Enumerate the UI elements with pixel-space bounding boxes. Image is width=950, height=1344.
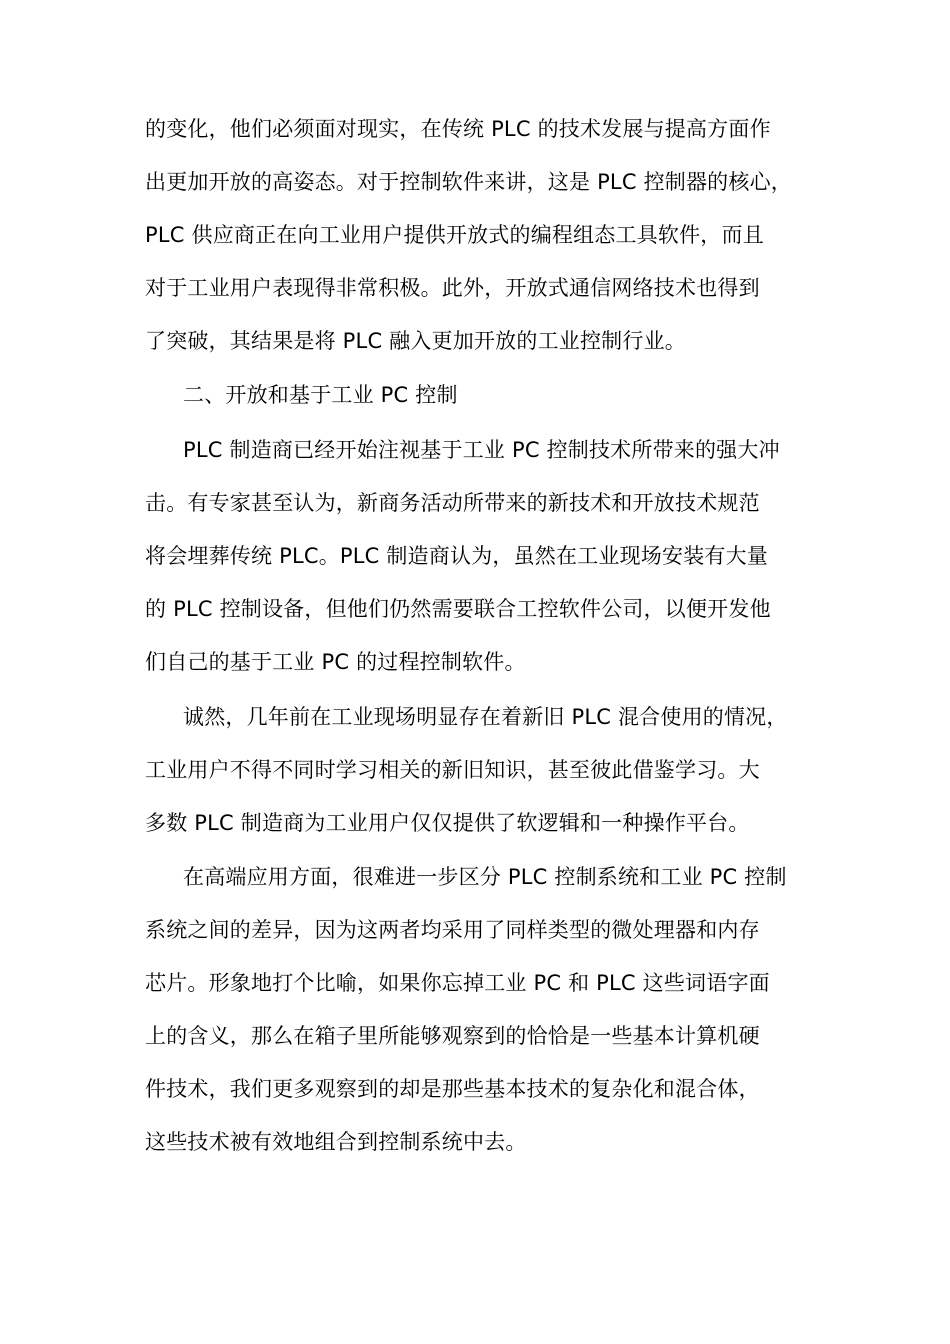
paragraph-line: 在高端应用方面，很难进一步区分 PLC 控制系统和工业 PC 控制 xyxy=(183,865,787,889)
paragraph-line: 出更加开放的高姿态。对于控制软件来讲，这是 PLC 控制器的核心， xyxy=(145,170,792,194)
paragraph-line: 件技术，我们更多观察到的却是那些基本技术的复杂化和混合体， xyxy=(145,1077,760,1101)
section-heading: 二、开放和基于工业 PC 控制 xyxy=(183,383,458,407)
paragraph-line: PLC 制造商已经开始注视基于工业 PC 控制技术所带来的强大冲 xyxy=(183,438,780,462)
paragraph-line: 芯片。形象地打个比喻，如果你忘掉工业 PC 和 PLC 这些词语字面 xyxy=(145,971,770,995)
paragraph-line: 这些技术被有效地组合到控制系统中去。 xyxy=(145,1130,527,1154)
paragraph-line: 系统之间的差异，因为这两者均采用了同样类型的微处理器和内存 xyxy=(145,918,760,942)
paragraph-line: 诚然，几年前在工业现场明显存在着新旧 PLC 混合使用的情况， xyxy=(183,705,788,729)
paragraph-line: 击。有专家甚至认为，新商务活动所带来的新技术和开放技术规范 xyxy=(145,491,760,515)
paragraph-line: 了突破，其结果是将 PLC 融入更加开放的工业控制行业。 xyxy=(145,329,686,353)
paragraph-line: PLC 供应商正在向工业用户提供开放式的编程组态工具软件，而且 xyxy=(145,223,764,247)
paragraph-line: 对于工业用户表现得非常积极。此外，开放式通信网络技术也得到 xyxy=(145,276,760,300)
paragraph-line: 们自己的基于工业 PC 的过程控制软件。 xyxy=(145,650,526,674)
paragraph-line: 上的含义，那么在箱子里所能够观察到的恰恰是一些基本计算机硬 xyxy=(145,1024,760,1048)
paragraph-line: 多数 PLC 制造商为工业用户仅仅提供了软逻辑和一种操作平台。 xyxy=(145,811,750,835)
paragraph-line: 的 PLC 控制设备，但他们仍然需要联合工控软件公司，以便开发他 xyxy=(145,597,771,621)
paragraph-line: 将会埋葬传统 PLC。PLC 制造商认为，虽然在工业现场安装有大量 xyxy=(145,544,769,568)
paragraph-line: 工业用户不得不同时学习相关的新旧知识，甚至彼此借鉴学习。大 xyxy=(145,758,760,782)
paragraph-line: 的变化，他们必须面对现实，在传统 PLC 的技术发展与提高方面作 xyxy=(145,117,771,141)
